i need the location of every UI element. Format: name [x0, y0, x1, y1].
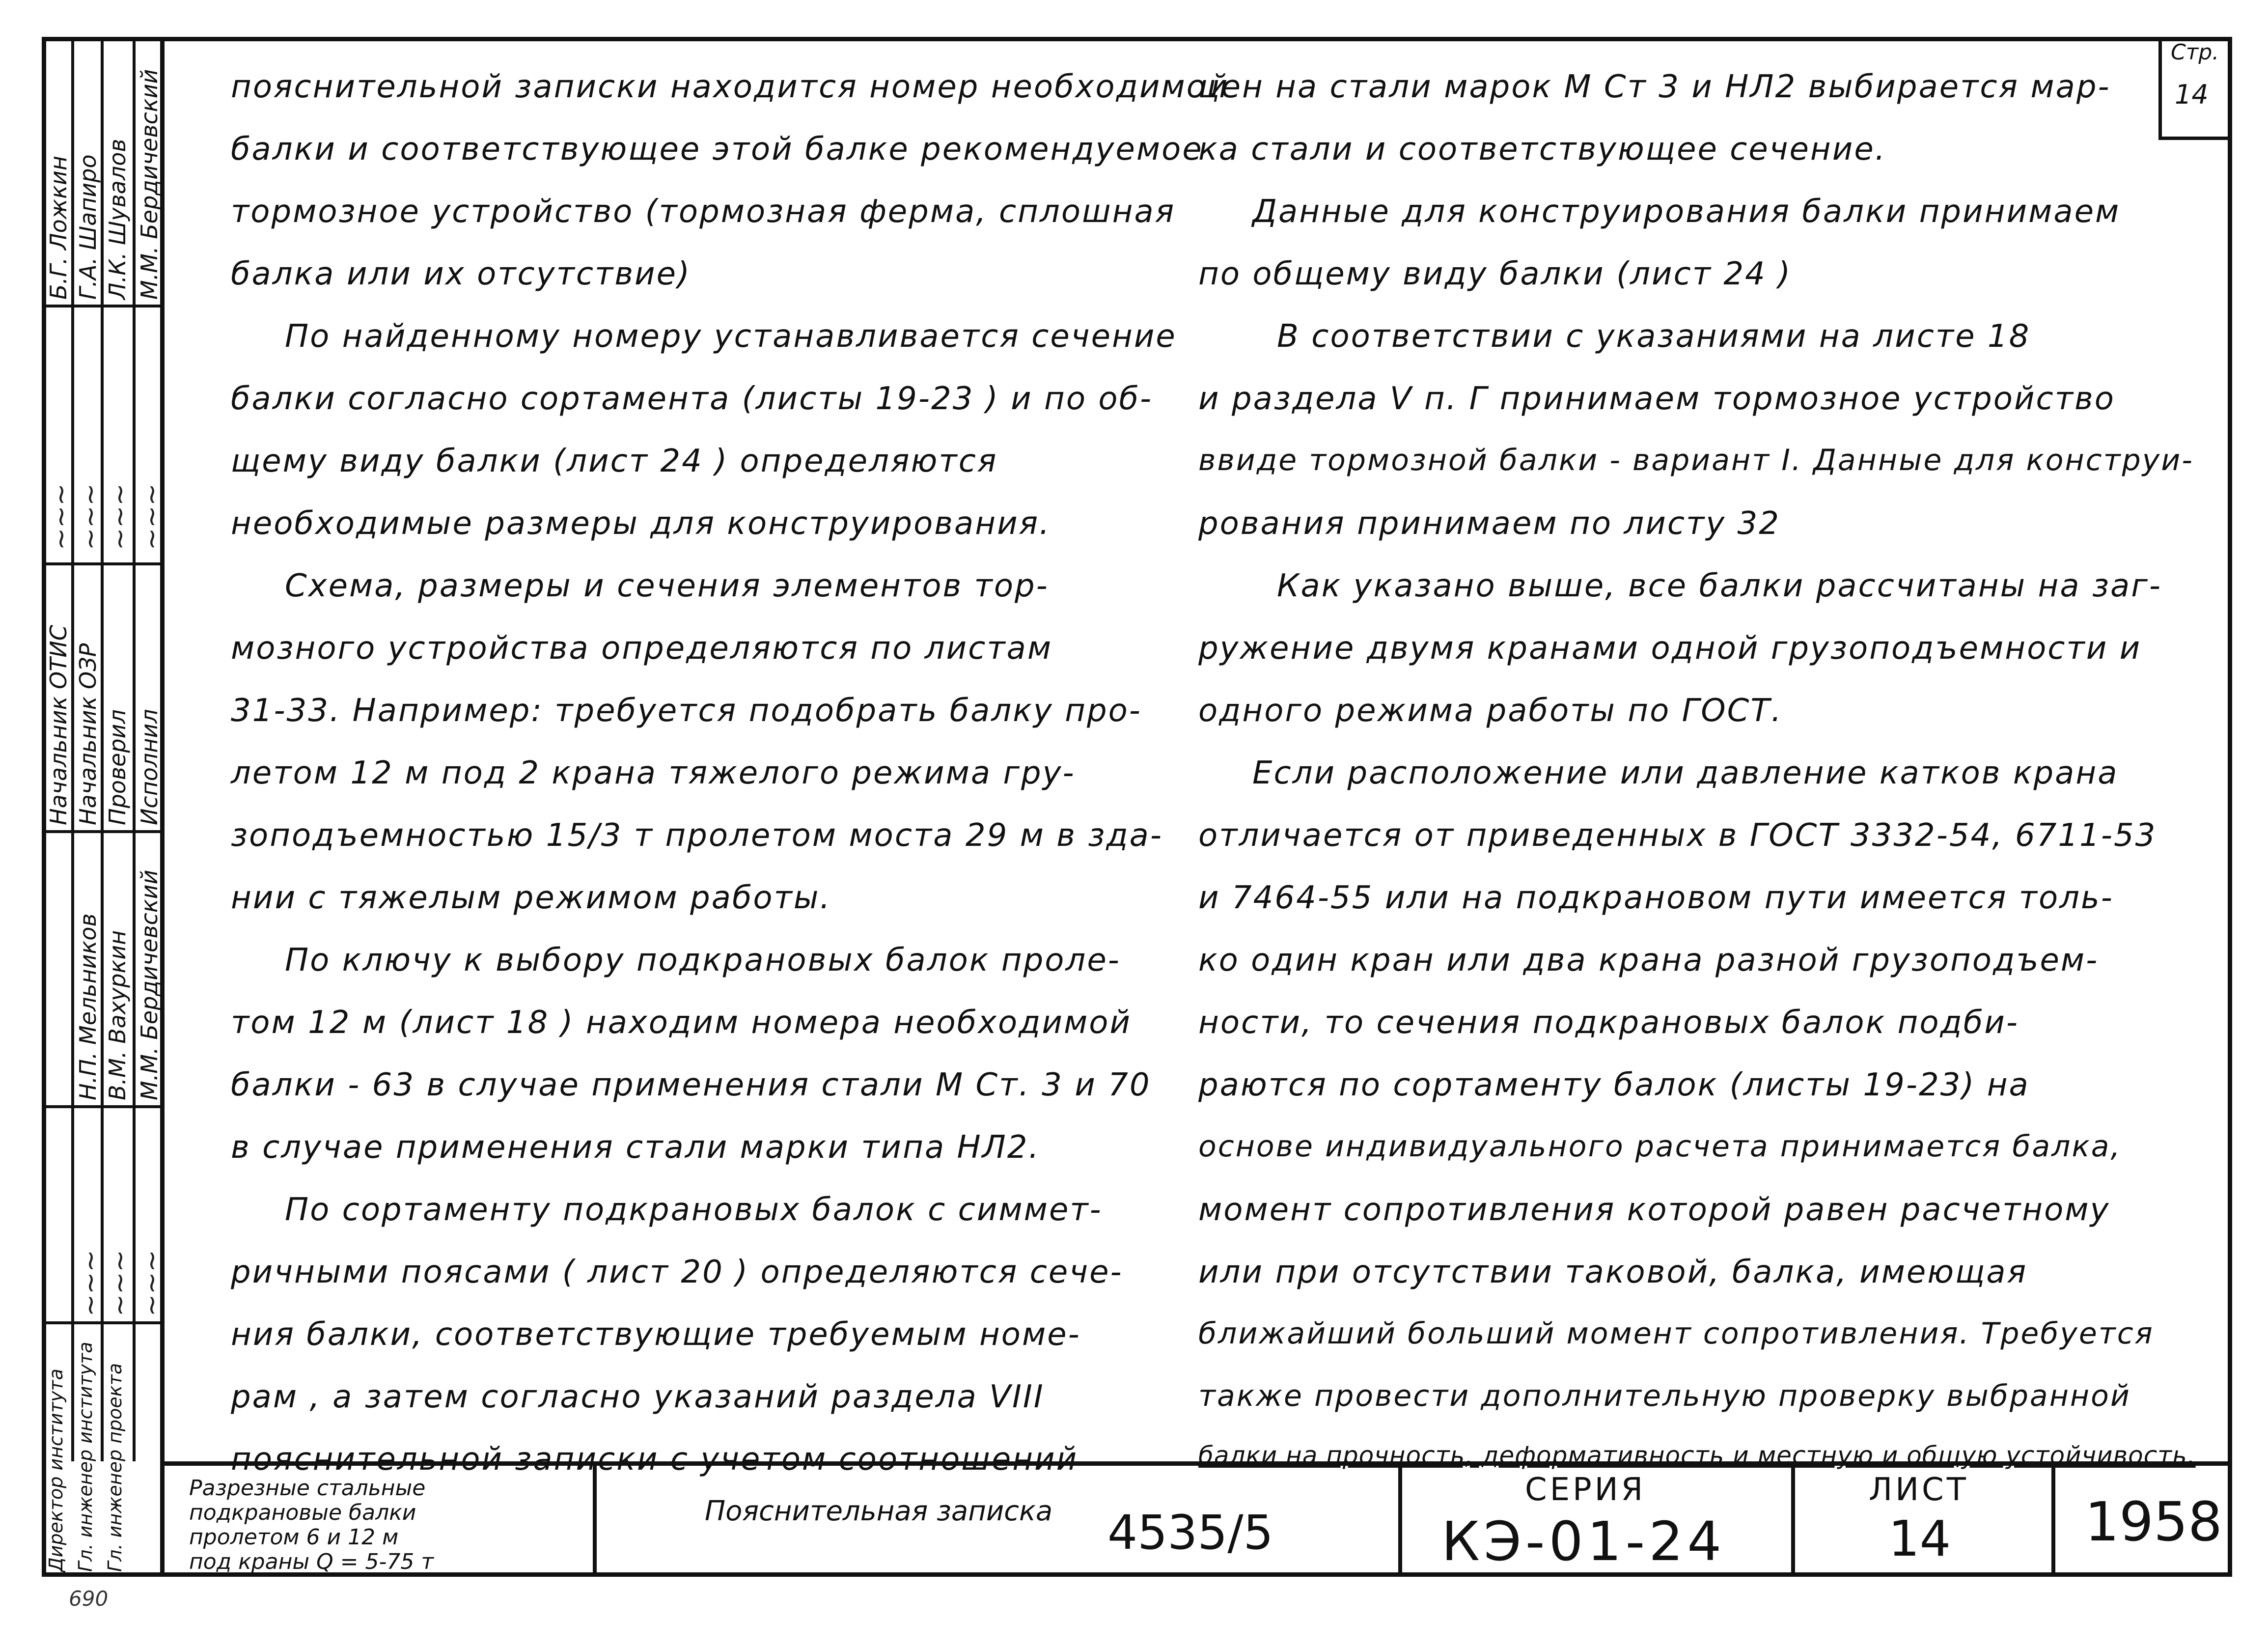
right-line: Данные для конструирования балки принимаем: [1252, 194, 2121, 230]
description-line: подкрановые балки: [189, 1500, 416, 1525]
left-line: ричными поясами ( лист 20 ) определяются сече-: [231, 1254, 1123, 1290]
signature-3: ~~~: [104, 483, 135, 550]
series-cell: [1402, 1466, 1795, 1577]
side-role-4: Исполнил: [136, 709, 163, 825]
sheet-archive-number: 690: [69, 1587, 109, 1611]
side-role-bottom-1: Директор института: [45, 1369, 67, 1572]
sheet-label: ЛИСТ: [1869, 1472, 1969, 1508]
left-line: тормозное устройство (тормозная ферма, сплошная: [231, 194, 1176, 230]
right-line: ко один кран или два крана разной грузоподъем-: [1198, 942, 2099, 978]
left-line: в случае применения стали марки типа НЛ2.: [231, 1129, 1040, 1166]
description-line: пролетом 6 и 12 м: [189, 1525, 399, 1550]
side-role-3: Проверил: [104, 709, 131, 825]
right-line: раются по сортаменту балок (листы 19-23) на: [1198, 1067, 2030, 1103]
signature-1: ~~~: [45, 483, 76, 550]
signature-bottom-3: ~~~: [136, 1250, 167, 1316]
left-line: щему виду балки (лист 24 ) определяются: [231, 443, 998, 479]
title-description-cell: [165, 1466, 597, 1577]
left-line: ния балки, соответствующие требуемым номе-: [231, 1316, 1081, 1353]
right-line: и 7464-55 или на подкрановом пути имеется толь-: [1198, 880, 2114, 916]
left-line: 31-33. Например: требуется подобрать балку про-: [231, 693, 1142, 729]
right-line: В соответствии с указаниями на листе 18: [1277, 318, 2031, 355]
left-line: зоподъемностью 15/3 т пролетом моста 29 м в зда-: [231, 817, 1163, 854]
right-line: Как указано выше, все балки рассчитаны на заг-: [1277, 568, 2162, 604]
left-line: мозного устройства определяются по листам: [231, 630, 1053, 667]
signature-bottom-1: ~~~: [75, 1250, 106, 1316]
left-line: балки и соответствующее этой балке рекомендуемое: [231, 131, 1203, 168]
signature-4: ~~~: [136, 483, 167, 550]
page-number-box: [2158, 37, 2232, 140]
left-line: летом 12 м под 2 крана тяжелого режима гру-: [231, 755, 1076, 791]
left-line: пояснительной записки находится номер необходимой: [231, 69, 1229, 105]
right-line: рования принимаем по листу 32: [1198, 505, 1780, 542]
side-role-1: Начальник ОТИС: [45, 625, 72, 825]
signature-bottom-2: ~~~: [104, 1250, 135, 1316]
left-line: балки согласно сортамента (листы 19-23 ) и по об-: [231, 381, 1153, 417]
left-line: рам , а затем согласно указаний раздела VIII: [231, 1379, 1045, 1415]
left-line: Схема, размеры и сечения элементов тор-: [285, 568, 1049, 604]
year: 1958: [2085, 1490, 2222, 1553]
side-name-3: Л.К. Шувалов: [104, 139, 131, 300]
series-value: КЭ-01-24: [1441, 1510, 1726, 1573]
side-name-bottom-1: Н.П. Мельников: [75, 913, 101, 1100]
right-line: также провести дополнительную проверку выбранной: [1198, 1379, 2131, 1413]
page-label: Стр.: [2171, 40, 2219, 65]
side-name-1: Б.Г. Ложкин: [45, 156, 72, 300]
sheet-value: 14: [1888, 1510, 1951, 1567]
right-line: момент сопротивления которой равен расчетному: [1198, 1192, 2110, 1228]
right-line: отличается от приведенных в ГОСТ 3332-54, 6711-53: [1198, 817, 2157, 854]
sheet-cell: [1795, 1466, 2055, 1577]
series-label: СЕРИЯ: [1525, 1472, 1646, 1508]
title-doc-cell: [597, 1466, 1402, 1577]
side-name-bottom-2: В.М. Вахуркин: [104, 930, 131, 1100]
signature-2: ~~~: [75, 483, 106, 550]
right-line: цен на стали марок М Ст 3 и НЛ2 выбирается мар-: [1198, 69, 2111, 105]
left-line: том 12 м (лист 18 ) находим номера необходимой: [231, 1005, 1132, 1041]
description-line: под краны Q = 5-75 т: [189, 1549, 434, 1574]
left-line: балки - 63 в случае применения стали М Ст. 3 и 70: [231, 1067, 1151, 1103]
right-line: основе индивидуального расчета принимается балка,: [1198, 1129, 2122, 1164]
right-line: ности, то сечения подкрановых балок подби-: [1198, 1005, 2019, 1041]
left-line: необходимые размеры для конструирования.: [231, 505, 1051, 542]
right-line: по общему виду балки (лист 24 ): [1198, 256, 1792, 292]
left-line: По ключу к выбору подкрановых балок проле-: [285, 942, 1121, 978]
title-block: [165, 1461, 2232, 1577]
right-line: Если расположение или давление катков крана: [1252, 755, 2119, 791]
left-line: По найденному номеру устанавливается сечение: [285, 318, 1177, 355]
side-role-bottom-3: Гл. инженер проекта: [104, 1363, 126, 1572]
description-line: Разрезные стальные: [189, 1476, 426, 1501]
left-line: По сортаменту подкрановых балок с симмет-: [285, 1192, 1103, 1228]
left-line: нии с тяжелым режимом работы.: [231, 880, 831, 916]
right-line: и раздела V п. Г принимаем тормозное устройство: [1198, 381, 2115, 417]
drawing-code: 4535/5: [1107, 1505, 1273, 1560]
right-line: балки на прочность, деформативность и местную и общую устойчивость.: [1198, 1441, 2196, 1470]
right-line: ближайший больший момент сопротивления. Требуется: [1198, 1316, 2154, 1351]
side-name-4: М.М. Бердичевский: [136, 69, 163, 300]
side-name-2: Г.А. Шапиро: [75, 154, 101, 300]
right-line: ввиде тормозной балки - вариант I. Данные для конструи-: [1198, 443, 2194, 477]
left-line: балка или их отсутствие): [231, 256, 691, 292]
year-cell: [2055, 1466, 2232, 1577]
side-role-2: Начальник ОЗР: [75, 643, 101, 825]
right-line: ка стали и соответствующее сечение.: [1198, 131, 1887, 168]
side-name-bottom-3: М.М. Бердичевский: [136, 869, 163, 1100]
right-line: или при отсутствии таковой, балка, имеющая: [1198, 1254, 2028, 1290]
doc-title: Пояснительная записка: [705, 1495, 1053, 1527]
side-divider-3: [133, 37, 136, 1461]
right-line: ружение двумя кранами одной грузоподъемности и: [1198, 630, 2142, 667]
page-number: 14: [2175, 79, 2209, 110]
left-line: пояснительной записки с учетом соотношений: [231, 1441, 1079, 1478]
side-role-bottom-2: Гл. инженер института: [75, 1341, 96, 1572]
right-line: одного режима работы по ГОСТ.: [1198, 693, 1783, 729]
